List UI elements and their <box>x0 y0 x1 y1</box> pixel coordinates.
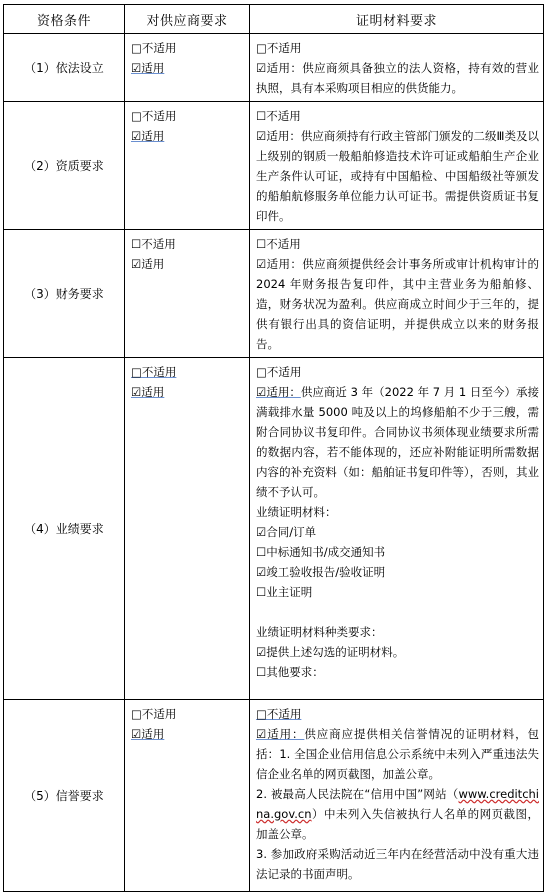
proof-applicable-text: ☑适用：供应商须具备独立的法人资格，持有效的营业执照，具有本采购项目相应的供货能力。 <box>256 61 539 95</box>
option-applicable[interactable]: ☑适用 <box>131 385 165 399</box>
option-applicable[interactable]: ☑适用 <box>131 129 165 143</box>
option-not-applicable[interactable]: □不适用 <box>131 707 177 721</box>
credit-item-2 <box>256 784 539 844</box>
applicable-detail: 供应商近 3 年（2022 年 7 月 1 日至今）承接满载排水量 5000 吨及以上的坞修船舶不少于三艘，需附合同协议书复印件。合同协议书须体现业绩要求所需的数据内容，若不能体现的，还应补附能证明所需数据内容的补充资料（如：船舶证书复印件等），否则，其业绩不予认可。 <box>256 385 539 499</box>
proof-not-applicable: □不适用 <box>256 365 302 379</box>
proof-applicable-text: ☑适用：供应商须持有行政主管部门颁发的二级Ⅲ类及以上级别的钢质一般船舶修造技术许可证或船舶生产企业生产条件认可证，或持有中国船检、中国船级社等颁发的船舶航修服务单位能力认可证书。需提供资质证书复印件。 <box>256 129 539 223</box>
supplier-options <box>125 102 250 230</box>
proof-not-applicable: ☐不适用 <box>256 109 301 123</box>
proof-requirements <box>250 358 544 700</box>
proof-applicable-text <box>256 724 539 784</box>
table-row-legal-establishment <box>4 34 544 102</box>
option-not-applicable[interactable]: □不适用 <box>131 109 177 123</box>
qualification-table <box>3 4 544 892</box>
material-owner-certificate[interactable]: ☐业主证明 <box>256 585 313 599</box>
proof-not-applicable: ☐不适用 <box>256 237 301 251</box>
proof-applicable-text <box>256 382 539 502</box>
creditchina-link[interactable]: www.creditchina.gov.cn <box>256 787 539 821</box>
material-types-title: 业绩证明材料种类要求： <box>256 625 383 639</box>
table-row-performance <box>4 358 544 700</box>
credit-item-3: 3. 参加政府采购活动近三年内在经营活动中没有重大违法记录的书面声明。 <box>256 847 539 881</box>
applicable-detail: 供应商应提供相关信誉情况的证明材料，包括：1. 全国企业信用信息公示系统中未列入严重违法失信企业名单的网页截图，加盖公章。 <box>256 727 539 781</box>
supplier-options <box>125 34 250 102</box>
condition-cell: （2）资质要求 <box>4 102 125 230</box>
supplier-options <box>125 700 250 892</box>
condition-cell: （3）财务要求 <box>4 230 125 358</box>
supplier-options <box>125 358 250 700</box>
header-supplier-requirement: 对供应商要求 <box>125 5 250 34</box>
table-row-financial <box>4 230 544 358</box>
header-proof-materials: 证明材料要求 <box>250 5 544 34</box>
table-row-qualification <box>4 102 544 230</box>
material-award-notice[interactable]: ☐中标通知书/成交通知书 <box>256 545 386 559</box>
option-not-applicable[interactable]: □不适用 <box>131 41 177 55</box>
applicable-label: ☑适用： <box>256 727 305 741</box>
table-row-credit <box>4 700 544 892</box>
option-applicable[interactable]: ☑适用 <box>131 61 165 75</box>
proof-not-applicable: □不适用 <box>256 707 302 721</box>
credit-item-2-tail: ）中未列入失信被执行人名单的网页截图，加盖公章。 <box>256 807 539 841</box>
proof-requirements <box>250 700 544 892</box>
table-header-row <box>4 5 544 34</box>
proof-requirements <box>250 34 544 102</box>
credit-item-2-text: 2. 被最高人民法院在“信用中国”网站（ <box>256 787 459 801</box>
condition-cell: （4）业绩要求 <box>4 358 125 700</box>
supplier-options <box>125 230 250 358</box>
material-contract[interactable]: ☑合同/订单 <box>256 525 317 539</box>
proof-requirements <box>250 102 544 230</box>
proof-not-applicable: □不适用 <box>256 41 302 55</box>
option-applicable[interactable]: ☑适用 <box>131 257 165 271</box>
option-not-applicable[interactable]: ☐不适用 <box>131 237 176 251</box>
type-other-requirements[interactable]: ☐其他要求： <box>256 665 324 679</box>
option-not-applicable[interactable]: □不适用 <box>131 365 177 379</box>
spacer <box>256 602 539 622</box>
condition-cell: （1）依法设立 <box>4 34 125 102</box>
header-qualification: 资格条件 <box>4 5 125 34</box>
option-applicable[interactable]: ☑适用 <box>131 727 165 741</box>
proof-requirements <box>250 230 544 358</box>
materials-title: 业绩证明材料： <box>256 505 337 519</box>
material-acceptance-report[interactable]: ☑竣工验收报告/验收证明 <box>256 565 386 579</box>
applicable-label: ☑适用： <box>256 385 301 399</box>
proof-applicable-text: ☑适用：供应商须提供经会计事务所或审计机构审计的 2024 年财务报告复印件，其中主营业务为船舶修、造，财务状况为盈利。供应商成立时间少于三年的，提供有银行出具的资信证明，并提供成立以来的财务报告。 <box>256 257 539 351</box>
type-provided-materials[interactable]: ☑提供上述勾选的证明材料。 <box>256 645 405 659</box>
condition-cell: （5）信誉要求 <box>4 700 125 892</box>
